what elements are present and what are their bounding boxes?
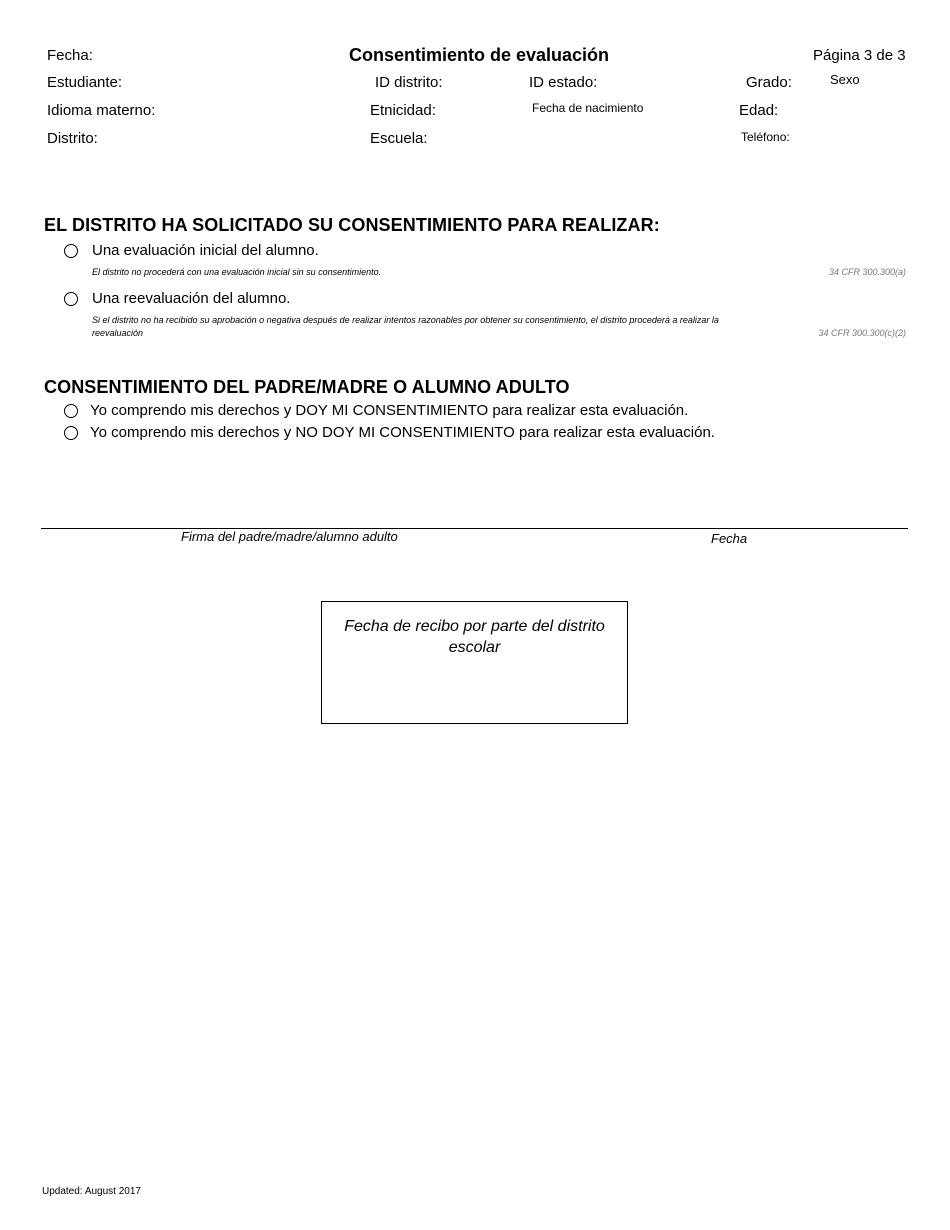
initial-evaluation-citation: 34 CFR 300.300(a) bbox=[828, 267, 906, 277]
fecha-label: Fecha: bbox=[47, 47, 93, 64]
consent-no-label: Yo comprendo mis derechos y NO DOY MI CONSENTIMIENTO para realizar esta evaluación. bbox=[90, 424, 715, 441]
reevaluation-radio[interactable] bbox=[64, 292, 78, 306]
distrito-label: Distrito: bbox=[47, 130, 98, 147]
fecha-nacimiento-label: Fecha de nacimiento bbox=[532, 101, 644, 115]
edad-label: Edad: bbox=[739, 102, 779, 119]
consent-no-radio[interactable] bbox=[64, 426, 78, 440]
consent-yes-radio[interactable] bbox=[64, 404, 78, 418]
escuela-label: Escuela: bbox=[370, 130, 428, 147]
sexo-label: Sexo bbox=[830, 72, 860, 87]
page-title: Consentimiento de evaluación bbox=[349, 45, 610, 65]
id-estado-label: ID estado: bbox=[529, 74, 598, 91]
reevaluation-citation: 34 CFR 300.300(c)(2) bbox=[818, 328, 906, 338]
reevaluation-note-line1: Si el distrito no ha recibido su aprobación o negativa después de realizar intentos razonables por obtener su consentimiento, el distrito procederá a realizar la bbox=[92, 315, 719, 325]
reevaluation-note-line2: reevaluación bbox=[92, 328, 144, 338]
estudiante-label: Estudiante: bbox=[47, 74, 123, 91]
consent-section-title: CONSENTIMIENTO DEL PADRE/MADRE O ALUMNO ADULTO bbox=[44, 377, 570, 397]
consent-yes-label: Yo comprendo mis derechos y DOY MI CONSENTIMIENTO para realizar esta evaluación. bbox=[90, 402, 689, 419]
telefono-label: Teléfono: bbox=[741, 130, 790, 144]
receipt-date-label: Fecha de recibo por parte del distrito escolar bbox=[344, 618, 605, 656]
receipt-date-box[interactable] bbox=[321, 601, 628, 724]
initial-evaluation-note: El distrito no procederá con una evaluación inicial sin su consentimiento. bbox=[92, 267, 382, 277]
updated-footer: Updated: August 2017 bbox=[42, 1186, 141, 1197]
grado-label: Grado: bbox=[746, 74, 792, 91]
initial-evaluation-radio[interactable] bbox=[64, 244, 78, 258]
id-distrito-label: ID distrito: bbox=[375, 74, 443, 91]
page-number: Página 3 de 3 bbox=[813, 47, 906, 64]
signature-label: Firma del padre/madre/alumno adulto bbox=[181, 529, 398, 544]
idioma-label: Idioma materno: bbox=[47, 102, 156, 119]
request-section-title: EL DISTRITO HA SOLICITADO SU CONSENTIMIENTO PARA REALIZAR: bbox=[44, 215, 660, 235]
signature-line[interactable] bbox=[41, 528, 908, 529]
signature-date-label: Fecha bbox=[711, 531, 748, 546]
reevaluation-label: Una reevaluación del alumno. bbox=[92, 290, 291, 307]
etnicidad-label: Etnicidad: bbox=[370, 102, 436, 119]
initial-evaluation-label: Una evaluación inicial del alumno. bbox=[92, 242, 319, 259]
